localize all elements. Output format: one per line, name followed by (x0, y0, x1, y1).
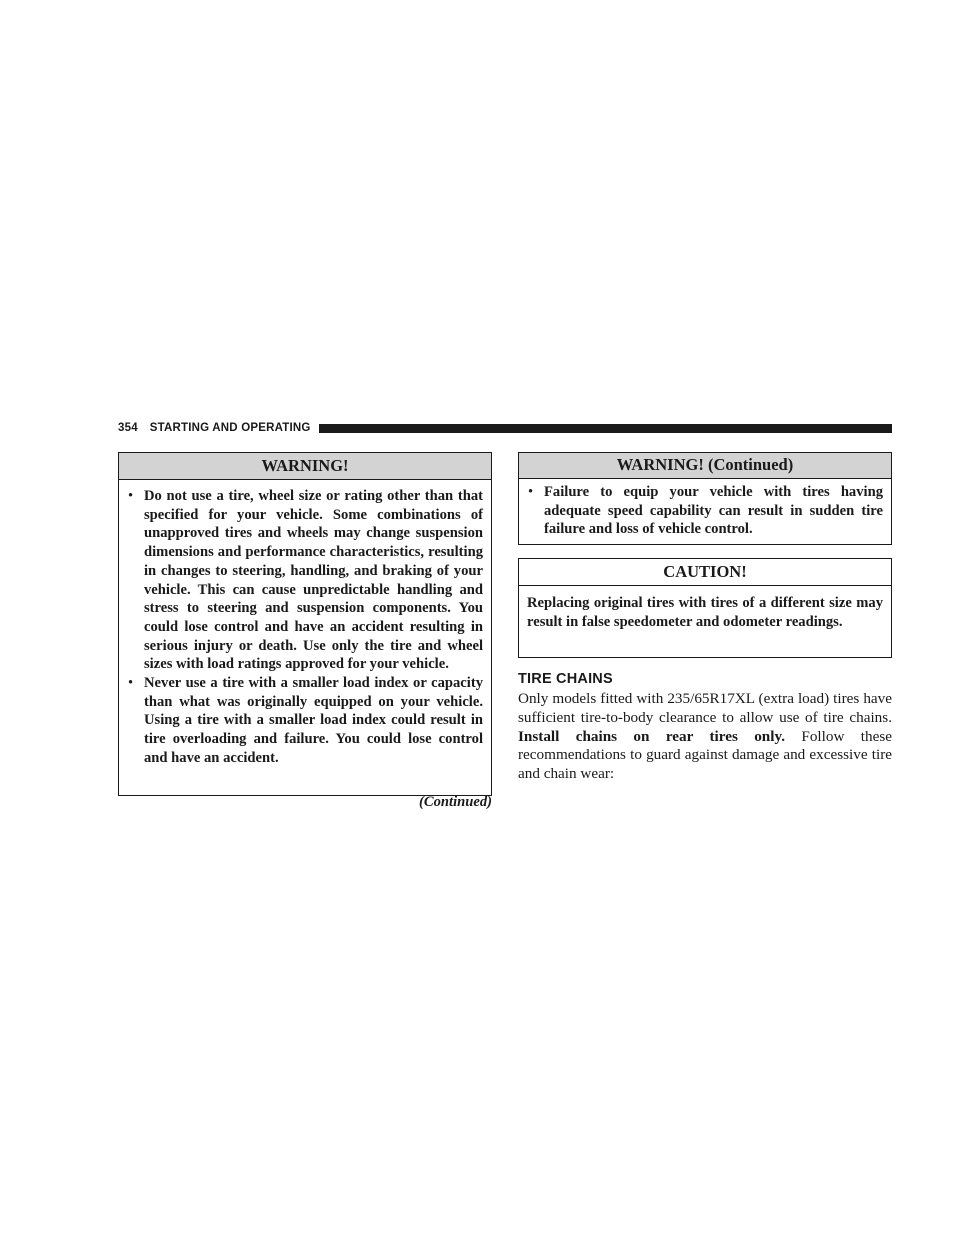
warning-continued-box (518, 452, 892, 545)
page-number: 354 (118, 422, 138, 434)
bullet-icon: • (128, 675, 134, 692)
warning-bullet-list (128, 487, 483, 768)
warning-body (119, 480, 491, 768)
warning-bullet-text: Never use a tire with a smaller load index or capacity than what was originally equipped on your vehicle. Using a tire with a smaller load index could result in tire overloading and failure. You could lose control and have an accident. (144, 675, 483, 766)
warning-bullet-item (128, 487, 483, 674)
bullet-icon: • (528, 484, 534, 500)
tire-chains-heading: TIRE CHAINS (518, 671, 613, 687)
warning-continued-bullet-list (528, 483, 883, 539)
caution-body: Replacing original tires with tires of a different size may result in false speedometer and odometer readings. (527, 595, 883, 630)
continued-note: (Continued) (419, 794, 492, 810)
section-title: STARTING AND OPERATING (149, 422, 311, 434)
paragraph-text-start: Only models fitted with 235/65R17XL (extra load) tires have sufficient tire-to-body clearance to allow use of tire chains. (518, 690, 892, 726)
warning-bullet-item (128, 674, 483, 768)
paragraph-bold-instruction: Install chains on rear tires only. (518, 727, 786, 745)
warning-title: WARNING! (119, 453, 491, 480)
tire-chains-paragraph (518, 690, 892, 784)
warning-continued-body (519, 479, 891, 539)
page-header (118, 420, 892, 436)
warning-box (118, 452, 492, 796)
warning-continued-title: WARNING! (Continued) (519, 453, 891, 479)
warning-bullet-text: Do not use a tire, wheel size or rating other than that specified for your vehicle. Some combinations of unapproved tires and wheels may change suspension dimensions and performance characteristics, resulting in changes to steering, handling, and braking of your vehicle. This can cause unpredictable handling and stress to steering and suspension components. You could lose control and have an accident resulting in serious injury or death. Use only the tire and wheel sizes with load ratings approved for your vehicle. (144, 488, 483, 673)
warning-bullet-text: Failure to equip your vehicle with tires having adequate speed capability can result in sudden tire failure and loss of vehicle control. (544, 484, 883, 538)
paragraph-text-end: Follow these recommendations to guard against damage and excessive tire and chain wear: (518, 727, 892, 783)
header-rule (319, 424, 892, 433)
caution-box (518, 558, 892, 658)
caution-title: CAUTION! (519, 559, 891, 586)
bullet-icon: • (128, 488, 134, 504)
warning-bullet-item (528, 483, 883, 539)
